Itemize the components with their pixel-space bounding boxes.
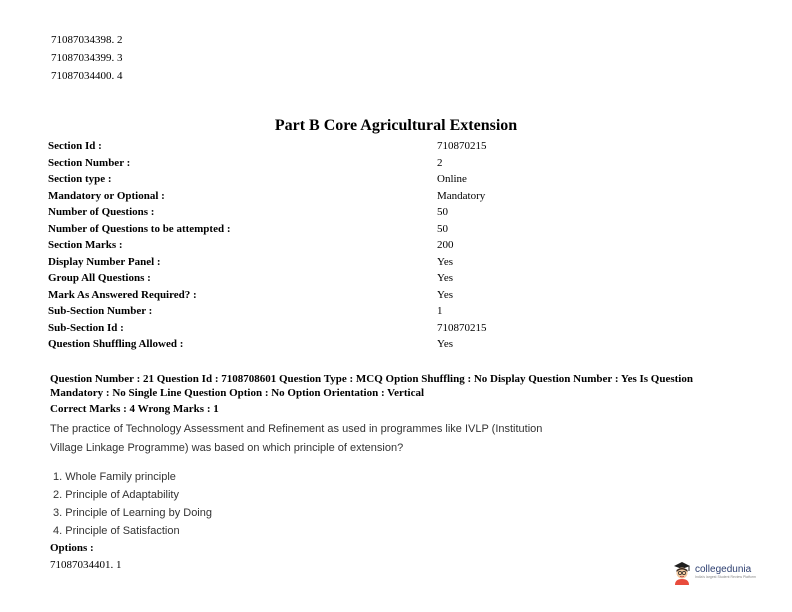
info-row — [48, 138, 608, 155]
info-value: Online — [437, 173, 467, 186]
info-value: Mandatory — [437, 189, 486, 202]
info-value: 50 — [437, 206, 448, 219]
info-value: 2 — [437, 156, 443, 169]
info-label: Section Id : — [48, 140, 102, 153]
info-label: Sub-Section Id : — [48, 321, 124, 334]
info-label: Sub-Section Number : — [48, 305, 153, 318]
question-meta: Question Number : 21 Question Id : 7108708601 Question Type : MCQ Option Shuffling : No Display Question Number : Yes Is Question Mandatory : No Single Line Question Option : No Option Orientation : Vertical — [50, 373, 693, 399]
info-row — [48, 204, 608, 221]
part-title: Part B Core Agricultural Extension — [274, 117, 518, 134]
info-value: 710870215 — [437, 321, 487, 334]
info-row — [48, 303, 608, 320]
info-row — [48, 155, 608, 172]
info-row — [48, 254, 608, 271]
option-id-line: 71087034400. 4 — [51, 70, 123, 82]
option-id-line: 71087034399. 3 — [51, 52, 123, 64]
info-value: Yes — [437, 272, 454, 285]
collegedunia-logo — [672, 558, 756, 586]
info-label: Display Number Panel : — [48, 255, 161, 268]
answer-option: 4. Principle of Satisfaction — [53, 525, 180, 537]
info-row — [48, 188, 608, 205]
logo-tagline: India's largest Student Review Platform — [695, 575, 756, 579]
info-label: Number of Questions : — [48, 206, 155, 219]
section-info-table — [48, 138, 608, 353]
question-text: The practice of Technology Assessment and Refinement as used in programmes like IVLP (Institution Village Linkage Programme) was based on which principle of extension? — [50, 423, 543, 454]
info-value: Yes — [437, 338, 454, 351]
info-label: Section Number : — [48, 156, 131, 169]
info-value: 710870215 — [437, 140, 487, 153]
info-label: Group All Questions : — [48, 272, 151, 285]
info-value: 1 — [437, 305, 443, 318]
info-value: Yes — [437, 255, 454, 268]
info-label: Mark As Answered Required? : — [48, 288, 197, 301]
info-row — [48, 320, 608, 337]
info-value: 200 — [437, 239, 454, 252]
info-value: Yes — [437, 288, 454, 301]
info-label: Number of Questions to be attempted : — [48, 222, 231, 235]
info-row — [48, 287, 608, 304]
previous-option-ids — [51, 31, 123, 85]
option-id-line: 71087034398. 2 — [51, 34, 123, 46]
info-label: Question Shuffling Allowed : — [48, 338, 184, 351]
option-id-line: 71087034401. 1 — [50, 559, 122, 571]
info-label: Section Marks : — [48, 239, 123, 252]
logo-name: collegedunia — [695, 564, 752, 575]
student-mascot-icon — [672, 559, 692, 585]
info-row — [48, 237, 608, 254]
info-row — [48, 270, 608, 287]
info-row — [48, 221, 608, 238]
answer-option: 2. Principle of Adaptability — [53, 489, 179, 501]
answer-option: 1. Whole Family principle — [53, 471, 176, 483]
info-row — [48, 171, 608, 188]
info-label: Section type : — [48, 173, 112, 186]
info-value: 50 — [437, 222, 448, 235]
info-label: Mandatory or Optional : — [48, 189, 165, 202]
options-label: Options : — [50, 542, 94, 554]
question-marks: Correct Marks : 4 Wrong Marks : 1 — [50, 403, 219, 415]
answer-options-list — [53, 468, 212, 540]
answer-option: 3. Principle of Learning by Doing — [53, 507, 212, 519]
info-row — [48, 336, 608, 353]
